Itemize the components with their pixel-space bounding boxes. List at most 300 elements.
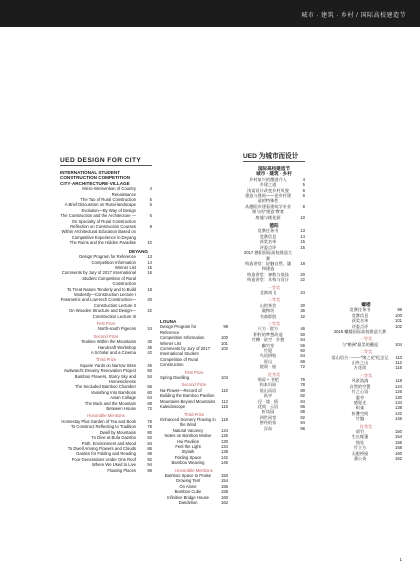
toc-entry[interactable] xyxy=(330,342,402,347)
toc-entry-page: 110 xyxy=(221,387,228,393)
toc-entry-page: 10 xyxy=(300,214,305,220)
third-prize-list xyxy=(60,363,152,412)
toc-entry-title: 竹之心语 xyxy=(351,389,369,395)
toc-entry-page: 156 xyxy=(395,439,402,445)
toc-entry-page: 10 xyxy=(147,240,152,246)
toc-entry[interactable] xyxy=(60,297,152,308)
toc-entry-title: Homestay Plus Garden of Tea and Book xyxy=(61,418,136,424)
toc-entry-page: 82 xyxy=(147,435,152,441)
toc-entry-title: The Tao of Rural Construction xyxy=(80,197,136,203)
toc-entry-title: Feel the Light xyxy=(175,443,201,449)
toc-entry-page: 6 xyxy=(149,213,152,219)
toc-entry-page: 5 xyxy=(302,182,305,188)
toc-entry-page: 30 xyxy=(147,339,152,345)
toc-entry[interactable] xyxy=(160,404,228,409)
toc-entry-page: 36 xyxy=(300,308,305,314)
toc-entry-page: 160 xyxy=(221,494,228,500)
toc-entry-title: 浮岛 xyxy=(263,425,273,431)
first-prize-list xyxy=(60,326,152,331)
toc-entry-title: 竞赛信息 xyxy=(351,312,369,318)
toc-entry-title: 竞赛任务书 xyxy=(257,228,279,234)
toc-entry-title: The Ruins and the Hidden Paradise xyxy=(69,240,136,246)
toc-entry[interactable] xyxy=(330,329,402,334)
toc-entry-title: Micro-intervention of Country Renaissance xyxy=(82,186,136,197)
third-prize-list-zh xyxy=(243,326,305,369)
toc-entry-title: Avian Collage xyxy=(110,395,136,401)
section-heading-zh: UED 为城市而设计 xyxy=(243,153,299,160)
toc-entry-page: 46 xyxy=(300,326,305,332)
toc-entry-title: Path, Environment and Mood xyxy=(81,440,136,446)
toc-entry-title: Stylark xyxy=(181,449,195,455)
toc-entry-page: 162 xyxy=(221,500,228,505)
toc-entry-title: 书斋影院 xyxy=(259,313,277,319)
toc-entry-title: Square Yards on Narrow Sites xyxy=(79,362,136,368)
toc-entry-title: 蒲公英 xyxy=(353,455,367,461)
toc-entry[interactable] xyxy=(60,270,152,286)
toc-entry-title: 万花筒 xyxy=(353,365,367,371)
toc-entry-page: 99 xyxy=(397,307,402,313)
toc-entry-page: 64 xyxy=(147,395,152,401)
toc-entry-title: 院间 · 屋 xyxy=(259,364,277,370)
toc-entry[interactable] xyxy=(160,324,228,335)
chinese-toc-column xyxy=(243,154,305,431)
toc-entry-title: Competition Information xyxy=(160,335,205,341)
toc-entry-title: Design Program for Reference xyxy=(160,324,197,335)
toc-entry-page: 56 xyxy=(300,342,305,348)
toc-entry-page: 94 xyxy=(147,462,152,468)
toc-entry[interactable] xyxy=(60,224,152,240)
toc-entry-page: 101 xyxy=(221,340,228,346)
heading-rule xyxy=(60,165,152,166)
toc-entry[interactable] xyxy=(160,375,228,380)
toc-entry[interactable] xyxy=(243,314,305,319)
toc-entry-page: 118 xyxy=(221,416,228,422)
toc-entry-title: The Secluded Bamboo Chamber xyxy=(75,384,136,390)
toc-entry-page: 20 xyxy=(300,271,305,277)
toc-entry-title: Parametric and Low-tech Construction—Construction Lecture II xyxy=(60,297,136,308)
toc-entry-title: 独处 xyxy=(355,439,365,445)
toc-entry[interactable] xyxy=(243,364,305,369)
toc-entry-page: 54 xyxy=(147,373,152,379)
toc-entry-page: 104 xyxy=(221,375,228,381)
toc-entry-page: 36 xyxy=(147,344,152,350)
toc-entry-page: 124 xyxy=(221,427,228,433)
louna-chinese-column xyxy=(330,302,402,461)
toc-entry-page: 50 xyxy=(300,331,305,337)
toc-entry-page: 82 xyxy=(300,393,305,399)
toc-entry-title: 评委点评 xyxy=(259,244,277,250)
toc-entry-page: 130 xyxy=(395,394,402,400)
toc-entry-title: 风景流淌 xyxy=(351,378,369,384)
toc-entry-page: 78 xyxy=(300,382,305,388)
toc-entry-page: 158 xyxy=(221,489,228,495)
toc-entry-title: 折叠空间 xyxy=(351,410,369,416)
toc-entry-page: 18 xyxy=(300,260,305,266)
toc-entry-title: 曾经的家 xyxy=(259,420,277,426)
toc-entry-page: 100 xyxy=(395,312,402,318)
toc-entry-page: 150 xyxy=(221,472,228,478)
toc-entry-page: 13 xyxy=(300,228,305,234)
toc-entry-page: 72 xyxy=(300,364,305,370)
first-prize-label: First Prize xyxy=(184,369,204,375)
toc-entry-title: 废墟与桃花源 xyxy=(255,214,281,220)
toc-entry-page: 4 xyxy=(149,186,152,192)
toc-entry-page: 6 xyxy=(302,193,305,199)
toc-entry-page: 76 xyxy=(300,377,305,383)
toc-entry-title: 积籽的梦想改造 xyxy=(253,331,283,337)
third-prize-list-zh xyxy=(330,378,402,421)
toc-entry-title: 依山而居 xyxy=(259,387,277,393)
toc-entry-page: 72 xyxy=(147,406,152,412)
toc-entry-page: 20 xyxy=(147,297,152,303)
toc-entry-title: 乡村复兴的微创介入 xyxy=(249,176,287,182)
intro-title-zh: 国际高校建造节 xyxy=(257,166,291,171)
toc-entry[interactable] xyxy=(243,277,305,282)
toc-entry-title: 无限桥屋 xyxy=(351,450,369,456)
toc-entry-page: 154 xyxy=(395,434,402,440)
toc-entry-page: 88 xyxy=(300,409,305,415)
toc-entry-title: Spring Dwelling xyxy=(160,375,190,381)
toc-entry[interactable] xyxy=(160,460,228,465)
toc-entry-page: 84 xyxy=(147,440,152,446)
honor-label-zh: 优秀奖 xyxy=(359,423,373,429)
toc-entry-page: 124 xyxy=(395,383,402,389)
toc-entry-title: Winner List xyxy=(115,264,136,270)
toc-entry-title: Bamboo Space to Praise xyxy=(164,472,212,478)
toc-entry-page: 86 xyxy=(147,445,152,451)
toc-entry-title: To Dine at Bufa Gazebo xyxy=(91,435,136,441)
toc-entry-title: 北鸽南飞 xyxy=(259,289,277,295)
toc-entry-title: North-south Pigeons xyxy=(97,326,136,332)
toc-entry-title: 乡建之道 xyxy=(259,182,277,188)
deyang-title: DEYANG xyxy=(128,248,148,254)
toc-entry-title: 建造与建筑——论乡村建造的特殊性 xyxy=(244,193,292,204)
toc-entry-page: 99 xyxy=(223,324,228,330)
toc-entry-title: 感觉光 xyxy=(353,399,367,405)
second-prize-label-zh: 二等奖 xyxy=(267,297,281,303)
toc-entry[interactable] xyxy=(60,240,152,245)
toc-entry-page: 16 xyxy=(147,270,152,276)
toc-entry[interactable] xyxy=(160,417,228,428)
toc-entry-title: On Wooden Structure and Design—Construction Lecture III xyxy=(69,308,136,319)
toc-entry-title: 构造讲堂：轻触自然，谦和建造 xyxy=(244,260,292,272)
toc-entry[interactable] xyxy=(243,193,305,204)
toc-entry-title: 竹编 xyxy=(355,416,365,422)
toc-entry[interactable] xyxy=(160,388,228,399)
toc-entry-title: 颂竹 xyxy=(355,428,365,434)
toc-entry-title: Where We Used to Live xyxy=(91,462,136,468)
toc-entry-title: 与“栖洲”最美的邂逅 xyxy=(341,341,379,347)
louna-list xyxy=(160,324,228,367)
toc-entry-page: 22 xyxy=(300,277,305,283)
toc-entry[interactable] xyxy=(243,261,305,272)
toc-entry-title: 自然的空置 xyxy=(349,383,371,389)
toc-entry[interactable] xyxy=(60,374,152,385)
toc-entry[interactable] xyxy=(330,456,402,461)
first-prize-list xyxy=(160,375,228,380)
first-prize-label-zh: 一等奖 xyxy=(267,284,281,290)
toc-entry-page: 42 xyxy=(147,350,152,355)
toc-entry-title: Hui Pavilion xyxy=(176,438,200,444)
toc-entry-page: 112 xyxy=(221,398,228,404)
toc-entry-page: 4 xyxy=(302,176,305,182)
toc-entry[interactable] xyxy=(243,250,305,261)
toc-entry-page: 118 xyxy=(395,378,402,384)
toc-entry-page: 134 xyxy=(221,443,228,449)
toc-entry-title: 浅谈设计改变乡村风貌 xyxy=(247,187,289,193)
toc-entry-title: 竹立方 xyxy=(353,445,367,451)
toc-entry-title: Awkward's Dreamy Renovation Project xyxy=(63,368,136,374)
toc-entry[interactable] xyxy=(60,326,152,331)
first-prize-label-zh: 一等奖 xyxy=(359,336,373,342)
intro-sub-zh: 城市 · 建筑 · 乡村 xyxy=(256,171,292,177)
toc-entry-page: 158 xyxy=(395,445,402,451)
toc-entry-title: Na-Flower—Record of Building the Bamboo Pavilion xyxy=(160,387,215,399)
toc-entry-title: Four Generations Under One Roof xyxy=(71,456,136,462)
toc-entry-page: 86 xyxy=(300,404,305,410)
toc-entry-title: Vanishing Into Bamboos xyxy=(90,389,136,395)
toc-entry-page: 8 xyxy=(302,203,305,209)
toc-entry-page: 88 xyxy=(147,451,152,457)
page-number: 1 xyxy=(399,557,402,562)
toc-entry-title: 筑亭 xyxy=(263,393,273,399)
honor-label: Honorable Mentions xyxy=(175,467,213,473)
toc-entry-page: 80 xyxy=(147,429,152,435)
toc-entry[interactable] xyxy=(243,426,305,431)
toc-entry-page: 100 xyxy=(221,335,228,341)
toc-entry-title: Growing Tent xyxy=(175,478,201,484)
toc-entry-title: Kaleidoscope xyxy=(160,404,186,410)
toc-entry-title: 竹隐 xyxy=(263,348,273,353)
toc-entry-title: The Construction and the Architecture —On Specialty of Rural Construction xyxy=(60,213,136,224)
toc-entry-page: 78 xyxy=(147,424,152,430)
toc-entry-title: 山外之山 xyxy=(351,360,369,366)
toc-entry-title: 从德阳乡建看建筑学专业课与的“建造”教育 xyxy=(244,203,292,215)
toc-entry-page: 76 xyxy=(147,418,152,424)
toc-entry-title: 惠亭 xyxy=(355,394,365,400)
toc-entry-page: 80 xyxy=(300,387,305,393)
toc-entry-title: 构造讲堂：参数与低技 xyxy=(247,271,289,277)
toc-entry-page: 96 xyxy=(300,425,305,431)
toc-entry-page: 64 xyxy=(300,353,305,359)
toc-entry[interactable] xyxy=(330,416,402,421)
second-prize-label-zh: 二等奖 xyxy=(359,349,373,355)
toc-entry-page: 154 xyxy=(221,478,228,484)
toc-entry-page: 146 xyxy=(395,416,402,422)
toc-entry-page: 60 xyxy=(147,389,152,395)
second-prize-label: Second Prize xyxy=(93,333,119,339)
toc-entry-title: 径 · 境 · 情 xyxy=(257,398,278,404)
toc-entry-page: 94 xyxy=(300,420,305,426)
toc-entry-title: 评委点评 xyxy=(351,323,369,329)
toc-entry-title: Winner List xyxy=(160,340,181,346)
toc-entry-title: Floating Places xyxy=(107,467,136,473)
deyang-list-zh xyxy=(243,228,305,282)
toc-entry[interactable] xyxy=(60,287,152,298)
toc-entry-title: 2016 螺楼国际高校建造大赛 xyxy=(333,329,387,335)
toc-entry-title: Notes on Bamboo Motive xyxy=(164,433,212,439)
intro-title: INTERNATIONAL STUDENT CONSTRUCTION COMPETITION CITY·ARCHITECTURE·VILLAGE xyxy=(60,170,131,186)
toc-entry-page: 102 xyxy=(395,323,402,329)
toc-entry-page: 56 xyxy=(147,384,152,390)
toc-entry[interactable] xyxy=(60,406,152,411)
toc-entry-page: 6 xyxy=(302,187,305,193)
toc-entry-page: 13 xyxy=(147,254,152,260)
toc-entry-page: 50 xyxy=(147,368,152,374)
louna-list-zh xyxy=(330,307,402,334)
second-prize-list-zh xyxy=(243,303,305,319)
honor-list xyxy=(60,419,152,473)
third-prize-label-zh: 三等奖 xyxy=(359,372,373,378)
toc-entry-page: 54 xyxy=(300,337,305,343)
header-bar xyxy=(0,0,420,27)
honor-label-zh: 优秀奖 xyxy=(267,371,281,377)
deyang-list xyxy=(60,254,152,319)
toc-entry-page: 15 xyxy=(147,264,152,270)
toc-entry-page: 92 xyxy=(147,456,152,462)
toc-entry-title: 生长帐篷 xyxy=(351,434,369,440)
toc-entry-page: 142 xyxy=(221,454,228,460)
toc-entry-page: 68 xyxy=(147,400,152,406)
toc-entry[interactable] xyxy=(243,204,305,215)
toc-entry-title: 花间 · 云居 xyxy=(257,404,279,410)
toc-entry-title: Folding Space xyxy=(174,454,202,460)
toc-entry-title: Competition Information xyxy=(91,259,136,265)
toc-entry-title: Dandelion xyxy=(178,500,198,505)
toc-entry-title: On Alone xyxy=(179,483,197,489)
toc-entry-page: 14 xyxy=(300,233,305,239)
toc-entry-title: 构造讲堂：木构与设计 xyxy=(247,277,289,283)
first-prize-list-zh xyxy=(243,290,305,295)
toc-entry-title: To Dwell Among Flowers and Clouds xyxy=(67,445,136,451)
toc-entry-title: A Scholar and a Cinema xyxy=(90,350,136,355)
toc-entry-page: 102 xyxy=(221,346,228,352)
honor-label: Honorable Mentions xyxy=(87,413,125,419)
toc-entry-page: 42 xyxy=(300,313,305,319)
toc-entry-page: 92 xyxy=(300,414,305,420)
toc-entry-title: Enhanced Scenery Flowing in the Wind xyxy=(160,416,216,428)
second-prize-list-zh xyxy=(330,355,402,371)
toc-entry-title: The Back and the Mountain xyxy=(84,400,136,406)
toc-entry-page: 162 xyxy=(395,455,402,461)
toc-entry-title: Infinitive Bridge House xyxy=(167,494,209,500)
toc-entry-page: 24 xyxy=(147,326,152,332)
toc-entry-title: 2017 德阳国际高校建造大赛 xyxy=(243,250,293,261)
toc-entry[interactable] xyxy=(60,468,152,473)
toc-entry[interactable] xyxy=(160,500,228,505)
toc-entry-page: 126 xyxy=(395,389,402,395)
toc-entry-title: To Treat Nature Tenderly and to Build Modestly—Construction Lecture I xyxy=(66,286,136,297)
toc-entry[interactable] xyxy=(243,290,305,295)
honor-list-zh xyxy=(243,377,305,431)
toc-entry-page: 46 xyxy=(147,362,152,368)
toc-entry-title: Bamboo Cube xyxy=(174,489,202,495)
toc-entry-page: 68 xyxy=(300,358,305,364)
deyang-title-zh: 德阳 xyxy=(269,223,279,229)
toc-entry-title: Design Program for Reference xyxy=(79,254,136,260)
toc-entry-page: 160 xyxy=(395,450,402,456)
toc-entry-page: 150 xyxy=(395,428,402,434)
second-prize-list xyxy=(160,388,228,410)
toc-entry-title: 获奖名单 xyxy=(351,318,369,324)
toc-entry-title: 幽竹室 xyxy=(261,342,275,348)
louna-title: LOUNA xyxy=(160,319,177,324)
toc-entry-title: Reflection on Construction Courses Within Architectural Education Based on Competitive Experience in Deyang xyxy=(61,224,136,240)
heading-rule xyxy=(243,161,305,162)
toc-entry-page: 84 xyxy=(300,398,305,404)
toc-entry-title: 茶园 + 书吧 xyxy=(257,377,279,383)
toc-entry-page: 142 xyxy=(395,410,402,416)
toc-entry-title: 尺方 · 院方 xyxy=(257,326,279,332)
toc-entry-page: 60 xyxy=(300,348,305,353)
toc-entry-title: 做物坊 xyxy=(261,308,275,314)
toc-entry-page: 15 xyxy=(300,239,305,245)
toc-entry[interactable] xyxy=(160,346,228,368)
toc-entry-title: 落山语合一——“锦之花”纪念记 xyxy=(331,354,389,360)
toc-entry-page: 24 xyxy=(300,289,305,295)
honor-list-zh xyxy=(330,429,402,461)
toc-entry-title: 竹樽 · 星空 · 乡愁 xyxy=(251,337,285,343)
toc-entry-title: Teatime Within the Mountains xyxy=(81,339,136,345)
toc-entry-page: 116 xyxy=(221,404,228,410)
toc-entry-page: 96 xyxy=(147,467,152,473)
first-prize-label: First Prize xyxy=(96,320,116,326)
toc-entry[interactable] xyxy=(243,215,305,220)
toc-entry-title: To Construct Reflecting to Tradition xyxy=(70,424,136,430)
english-toc-column xyxy=(60,158,152,473)
toc-entry-title: Between House xyxy=(106,406,136,412)
intro-list xyxy=(60,186,152,245)
second-prize-label: Second Prize xyxy=(181,382,207,388)
toc-entry-title: 鸟语拼贴 xyxy=(259,353,277,359)
toc-entry[interactable] xyxy=(330,365,402,370)
toc-entry-title: 构本归原 xyxy=(259,382,277,388)
intro-list-zh xyxy=(243,177,305,220)
toc-entry[interactable] xyxy=(60,308,152,319)
toc-entry-page: 146 xyxy=(221,460,228,466)
toc-entry-page: 16 xyxy=(300,244,305,250)
toc-entry-title: A Brief Discussion on Rural-landscape Evolution—By Way of Design xyxy=(64,202,136,213)
toc-entry-title: Handcraft Workshop xyxy=(97,344,136,350)
third-prize-list xyxy=(160,417,228,466)
toc-entry-title: Natural Vacancy xyxy=(172,427,204,433)
toc-entry-title: Bamboo Weaving xyxy=(171,460,205,466)
toc-entry-title: Comments by Jury of 2017 International Student Competition of Rural Construction xyxy=(61,270,136,287)
second-prize-list xyxy=(60,339,152,355)
third-prize-label-zh: 三等奖 xyxy=(267,320,281,326)
toc-entry-title: Garden for Folding and Reading xyxy=(76,451,136,457)
toc-entry-page: 101 xyxy=(395,318,402,324)
toc-entry[interactable] xyxy=(60,186,152,197)
toc-entry-title: 屏山 xyxy=(263,358,273,364)
toc-entry[interactable] xyxy=(60,202,152,213)
toc-entry-page: 6 xyxy=(149,202,152,208)
toc-entry[interactable] xyxy=(60,213,152,224)
louna-english-column xyxy=(160,319,228,505)
toc-entry[interactable] xyxy=(60,350,152,355)
toc-entry-page: 110 xyxy=(395,354,402,360)
toc-entry-page: 8 xyxy=(149,224,152,230)
toc-entry-page: 134 xyxy=(395,399,402,405)
toc-entry-page: 138 xyxy=(221,449,228,455)
toc-entry-page: 18 xyxy=(147,286,152,292)
toc-entry-title: Mountains Beyond Mountains xyxy=(160,398,216,404)
toc-entry-title: 竞赛任务书 xyxy=(349,307,371,313)
toc-entry-page: 22 xyxy=(147,308,152,314)
third-prize-label: Third Prize xyxy=(183,411,205,417)
toc-entry-page: 5 xyxy=(149,197,152,203)
section-heading: UED DESIGN FOR CITY xyxy=(60,157,142,164)
